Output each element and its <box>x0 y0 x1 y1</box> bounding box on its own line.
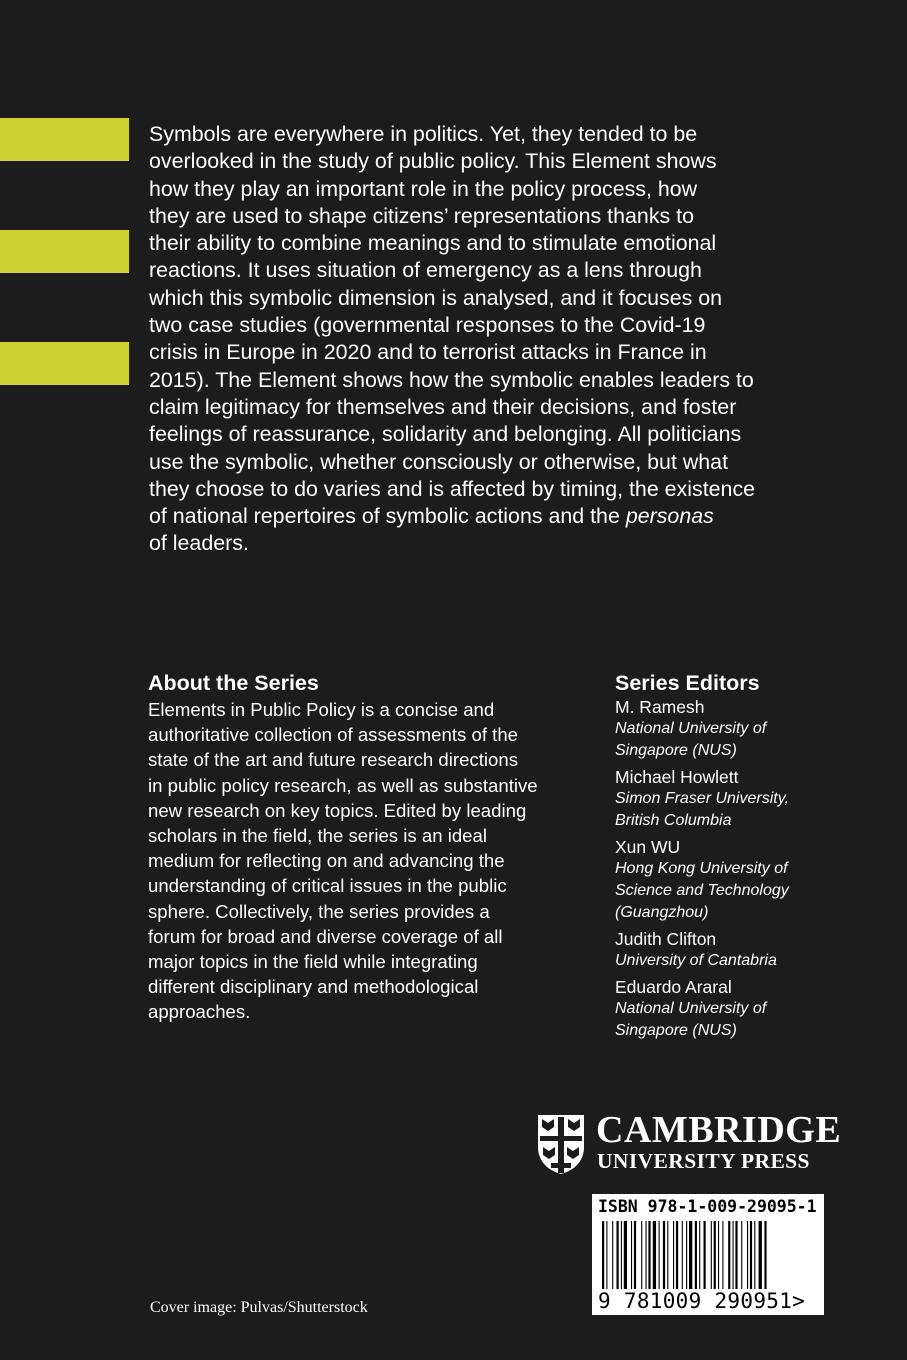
editor-entry <box>615 976 885 1042</box>
about-line: approaches. <box>148 1001 251 1023</box>
publisher-name: CAMBRIDGE <box>596 1109 842 1151</box>
barcode-bar <box>659 1221 660 1289</box>
editor-affiliation: Simon Fraser University, <box>615 790 789 807</box>
editor-affiliation: National University of <box>615 1000 767 1017</box>
barcode-bar <box>624 1221 627 1289</box>
blurb-line: they are used to shape citizens’ representations thanks to <box>149 203 694 228</box>
barcode-bar <box>602 1221 604 1289</box>
barcode-bar <box>733 1221 734 1289</box>
barcode-bar <box>682 1221 683 1289</box>
blurb-line: reactions. It uses situation of emergency as a lens through <box>149 258 702 283</box>
series-editors-heading: Series Editors <box>615 671 760 695</box>
editor-affiliation: Hong Kong University of <box>615 860 788 877</box>
about-line: major topics in the field while integrating <box>148 951 478 973</box>
publisher-logo <box>536 1109 842 1175</box>
barcode-bar <box>663 1221 665 1289</box>
blurb-line: their ability to combine meanings and to stimulate emotional <box>149 231 717 256</box>
barcode-bar <box>747 1221 748 1289</box>
barcode-bar <box>704 1221 706 1289</box>
editor-affiliation: Singapore (NUS) <box>615 742 737 759</box>
editor-entry <box>615 928 885 972</box>
blurb-line: 2015). The Element shows how the symbolic enables leaders to <box>149 367 754 392</box>
editor-entry <box>615 696 885 762</box>
barcode-bar <box>718 1221 719 1289</box>
barcode-bar <box>754 1221 755 1289</box>
barcode-bar <box>667 1221 668 1289</box>
accent-bar-3 <box>0 342 129 385</box>
about-series-text <box>148 697 598 1025</box>
barcode-bar <box>653 1221 656 1289</box>
editor-affiliation: (Guangzhou) <box>615 904 709 921</box>
blurb-line: two case studies (governmental responses to the Covid-19 <box>149 313 706 338</box>
about-line: scholars in the field, the series is an ideal <box>148 825 487 847</box>
editor-name: Judith Clifton <box>615 929 717 949</box>
blurb-line: crisis in Europe in 2020 and to terrorist attacks in France in <box>149 340 707 365</box>
about-line: understanding of critical issues in the public <box>148 875 507 897</box>
barcode-bar <box>750 1221 752 1289</box>
book-blurb <box>149 121 839 558</box>
accent-bar-2 <box>0 230 129 273</box>
about-line: sphere. Collectively, the series provides a <box>148 900 490 922</box>
barcode-arrow: > <box>792 1289 806 1313</box>
blurb-line: claim legitimacy for themselves and their decisions, and foster <box>149 394 737 419</box>
editor-affiliation: University of Cantabria <box>615 952 777 969</box>
blurb-line-text: of national repertoires of symbolic actions and the <box>149 504 626 529</box>
about-line: medium for reflecting on and advancing the <box>148 850 505 872</box>
barcode-bar <box>641 1221 642 1289</box>
editor-name: Xun WU <box>615 837 681 857</box>
barcode-bar <box>631 1221 632 1289</box>
blurb-line: use the symbolic, whether consciously or otherwise, but what <box>149 449 729 474</box>
isbn-label: ISBN 978-1-009-29095-1 <box>598 1197 817 1216</box>
barcode-number <box>598 1289 805 1313</box>
barcode-bar <box>728 1221 730 1289</box>
blurb-line: Symbols are everywhere in politics. Yet, they tended to be <box>149 122 698 146</box>
blurb-line: which this symbolic dimension is analysed, and it focuses on <box>149 285 723 310</box>
blurb-line: they choose to do varies and is affected by timing, the existence <box>149 476 756 501</box>
about-line: different disciplinary and methodological <box>148 976 479 998</box>
editor-name: M. Ramesh <box>615 697 705 717</box>
about-line: in public policy research, as well as substantive <box>148 774 538 796</box>
about-line: new research on key topics. Edited by leading <box>148 799 527 821</box>
blurb-line: of leaders. <box>149 531 249 556</box>
barcode-bar <box>741 1221 742 1289</box>
barcode-bar <box>646 1221 647 1289</box>
editor-name: Eduardo Araral <box>615 977 732 997</box>
barcode-bar <box>612 1221 613 1289</box>
barcode-digits-text: 9 781009 290951 <box>598 1289 793 1313</box>
series-editors-list <box>615 696 885 1046</box>
barcode-bar <box>621 1221 622 1289</box>
about-line: forum for broad and diverse coverage of all <box>148 925 503 947</box>
barcode-bar <box>689 1221 692 1289</box>
editor-entry <box>615 836 885 924</box>
barcode-bar <box>699 1221 700 1289</box>
barcode-bar <box>606 1221 607 1289</box>
barcode-bar <box>735 1221 737 1289</box>
about-line: Elements in Public Policy is a concise and <box>148 699 495 720</box>
barcode-bar <box>722 1221 723 1289</box>
about-line: authoritative collection of assessments of the <box>148 724 519 746</box>
barcode-bar <box>686 1221 687 1289</box>
publisher-subname: UNIVERSITY PRESS <box>597 1149 810 1173</box>
barcode-bar <box>673 1221 674 1289</box>
blurb-line: feelings of reassurance, solidarity and belonging. All politicians <box>149 422 742 447</box>
barcode-bar <box>714 1221 716 1289</box>
editor-entry <box>615 766 885 832</box>
barcode-bars <box>602 1221 814 1289</box>
editor-name: Michael Howlett <box>615 767 739 787</box>
about-line: state of the art and future research directions <box>148 749 519 771</box>
editor-affiliation: British Columbia <box>615 812 732 829</box>
blurb-line: how they play an important role in the policy process, how <box>149 176 698 201</box>
barcode-bar <box>634 1221 636 1289</box>
accent-bar-1 <box>0 118 129 161</box>
blurb-italic-term: personas <box>625 504 714 529</box>
about-series-heading: About the Series <box>148 671 319 695</box>
editor-affiliation: Science and Technology <box>615 882 789 899</box>
barcode-bar <box>695 1221 697 1289</box>
barcode-bar <box>648 1221 650 1289</box>
barcode-bar <box>759 1221 762 1289</box>
barcode-bar <box>676 1221 678 1289</box>
barcode-bar <box>617 1221 619 1289</box>
blurb-line: overlooked in the study of public policy. This Element shows <box>149 149 717 174</box>
barcode-bar <box>711 1221 712 1289</box>
barcode-bar <box>764 1221 766 1289</box>
cover-image-credit: Cover image: Pulvas/Shutterstock <box>150 1299 368 1316</box>
editor-affiliation: Singapore (NUS) <box>615 1022 737 1039</box>
editor-affiliation: National University of <box>615 720 767 737</box>
university-crest-icon <box>536 1113 586 1175</box>
blurb-line <box>149 503 839 530</box>
isbn-barcode <box>592 1194 824 1315</box>
